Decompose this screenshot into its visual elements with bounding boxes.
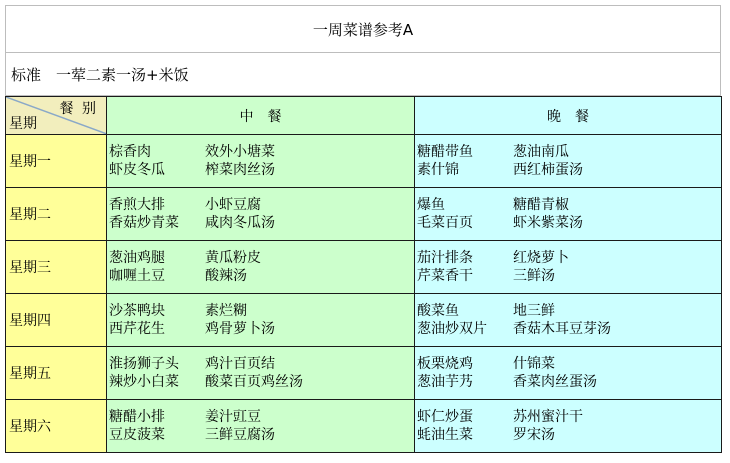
lunch-dishes — [107, 302, 414, 338]
lunch-cell — [107, 347, 415, 400]
dish-item: 咖喱土豆 — [109, 268, 165, 284]
dish-item: 爆鱼 — [417, 197, 445, 213]
dinner-header: 晚 餐 — [415, 97, 722, 135]
dish-item: 西芹花生 — [109, 321, 165, 337]
dish-item: 素什锦 — [417, 162, 459, 178]
dish-item: 三鲜汤 — [513, 268, 555, 284]
dish-item: 黄瓜粉皮 — [205, 250, 261, 266]
dish-item: 效外小塘菜 — [205, 144, 275, 160]
dinner-dishes — [415, 302, 721, 338]
table-row — [6, 400, 722, 453]
dish-item: 葱油鸡腿 — [109, 250, 165, 266]
dish-item: 茄汁排条 — [417, 250, 473, 266]
lunch-dishes — [107, 143, 414, 179]
table-row — [6, 135, 722, 188]
dish-item: 小虾豆腐 — [205, 197, 261, 213]
day-cell: 星期六 — [6, 400, 107, 453]
standard-row — [5, 52, 721, 96]
dinner-dishes — [415, 355, 721, 391]
day-cell: 星期二 — [6, 188, 107, 241]
table-row — [6, 294, 722, 347]
dish-item: 苏州蜜汁干 — [513, 409, 583, 425]
dish-item: 地三鲜 — [513, 303, 555, 319]
dish-item: 葱油芋艿 — [417, 374, 473, 390]
dish-item: 虾皮冬瓜 — [109, 162, 165, 178]
dinner-dishes — [415, 249, 721, 285]
dish-item: 香菜肉丝蛋汤 — [513, 374, 597, 390]
standard-text: 标准 一荤二素一汤+米饭 — [11, 65, 189, 84]
lunch-dishes — [107, 355, 414, 391]
dish-item: 芹菜香干 — [417, 268, 473, 284]
title-text: 一周菜谱参考A — [312, 20, 414, 39]
corner-bottom-label: 星期 — [9, 116, 37, 132]
dish-item: 板栗烧鸡 — [417, 356, 473, 372]
dish-item: 葱油南瓜 — [513, 144, 569, 160]
table-row — [6, 347, 722, 400]
corner-cell — [6, 97, 107, 135]
lunch-cell — [107, 294, 415, 347]
dish-item: 香菇炒青菜 — [109, 215, 179, 231]
lunch-dishes — [107, 408, 414, 444]
dish-item: 淮扬狮子头 — [109, 356, 179, 372]
dinner-cell — [415, 347, 722, 400]
dish-item: 糖醋带鱼 — [417, 144, 473, 160]
dish-item: 什锦菜 — [513, 356, 555, 372]
lunch-cell — [107, 241, 415, 294]
dish-item: 糖醋青椒 — [513, 197, 569, 213]
lunch-cell — [107, 135, 415, 188]
sheet-title — [5, 5, 721, 52]
dish-item: 葱油炒双片 — [417, 321, 487, 337]
dish-item: 虾米紫菜汤 — [513, 215, 583, 231]
dish-item: 咸肉冬瓜汤 — [205, 215, 275, 231]
dish-item: 鸡骨萝卜汤 — [205, 321, 275, 337]
corner-top-label: 餐 别 — [59, 101, 98, 117]
dinner-cell — [415, 241, 722, 294]
dish-item: 香煎大排 — [109, 197, 165, 213]
dish-item: 香菇木耳豆芽汤 — [513, 321, 611, 337]
dish-item: 糖醋小排 — [109, 409, 165, 425]
dish-item: 豆皮菠菜 — [109, 427, 165, 443]
dish-item: 虾仁炒蛋 — [417, 409, 473, 425]
dish-item: 酸辣汤 — [205, 268, 247, 284]
dish-item: 酸菜鱼 — [417, 303, 459, 319]
dish-item: 姜汁豇豆 — [205, 409, 261, 425]
lunch-dishes — [107, 249, 414, 285]
menu-table — [5, 96, 722, 453]
dish-item: 辣炒小白菜 — [109, 374, 179, 390]
dish-item: 红烧萝卜 — [513, 250, 569, 266]
day-cell: 星期三 — [6, 241, 107, 294]
dinner-dishes — [415, 408, 721, 444]
dish-item: 毛菜百页 — [417, 215, 473, 231]
day-cell: 星期四 — [6, 294, 107, 347]
menu-sheet — [5, 5, 721, 453]
table-row — [6, 188, 722, 241]
header-row — [6, 97, 722, 135]
table-row — [6, 241, 722, 294]
lunch-cell — [107, 188, 415, 241]
dish-item: 三鲜豆腐汤 — [205, 427, 275, 443]
dinner-dishes — [415, 196, 721, 232]
day-cell: 星期五 — [6, 347, 107, 400]
dish-item: 鸡汁百页结 — [205, 356, 275, 372]
lunch-header: 中 餐 — [107, 97, 415, 135]
dinner-dishes — [415, 143, 721, 179]
dish-item: 榨菜肉丝汤 — [205, 162, 275, 178]
dinner-cell — [415, 294, 722, 347]
dish-item: 沙茶鸭块 — [109, 303, 165, 319]
day-cell: 星期一 — [6, 135, 107, 188]
dish-item: 罗宋汤 — [513, 427, 555, 443]
dinner-cell — [415, 135, 722, 188]
dish-item: 棕香肉 — [109, 144, 151, 160]
lunch-cell — [107, 400, 415, 453]
dish-item: 酸菜百页鸡丝汤 — [205, 374, 303, 390]
lunch-dishes — [107, 196, 414, 232]
dish-item: 素烂糊 — [205, 303, 247, 319]
dinner-cell — [415, 400, 722, 453]
dinner-cell — [415, 188, 722, 241]
dish-item: 蚝油生菜 — [417, 427, 473, 443]
dish-item: 西红柿蛋汤 — [513, 162, 583, 178]
